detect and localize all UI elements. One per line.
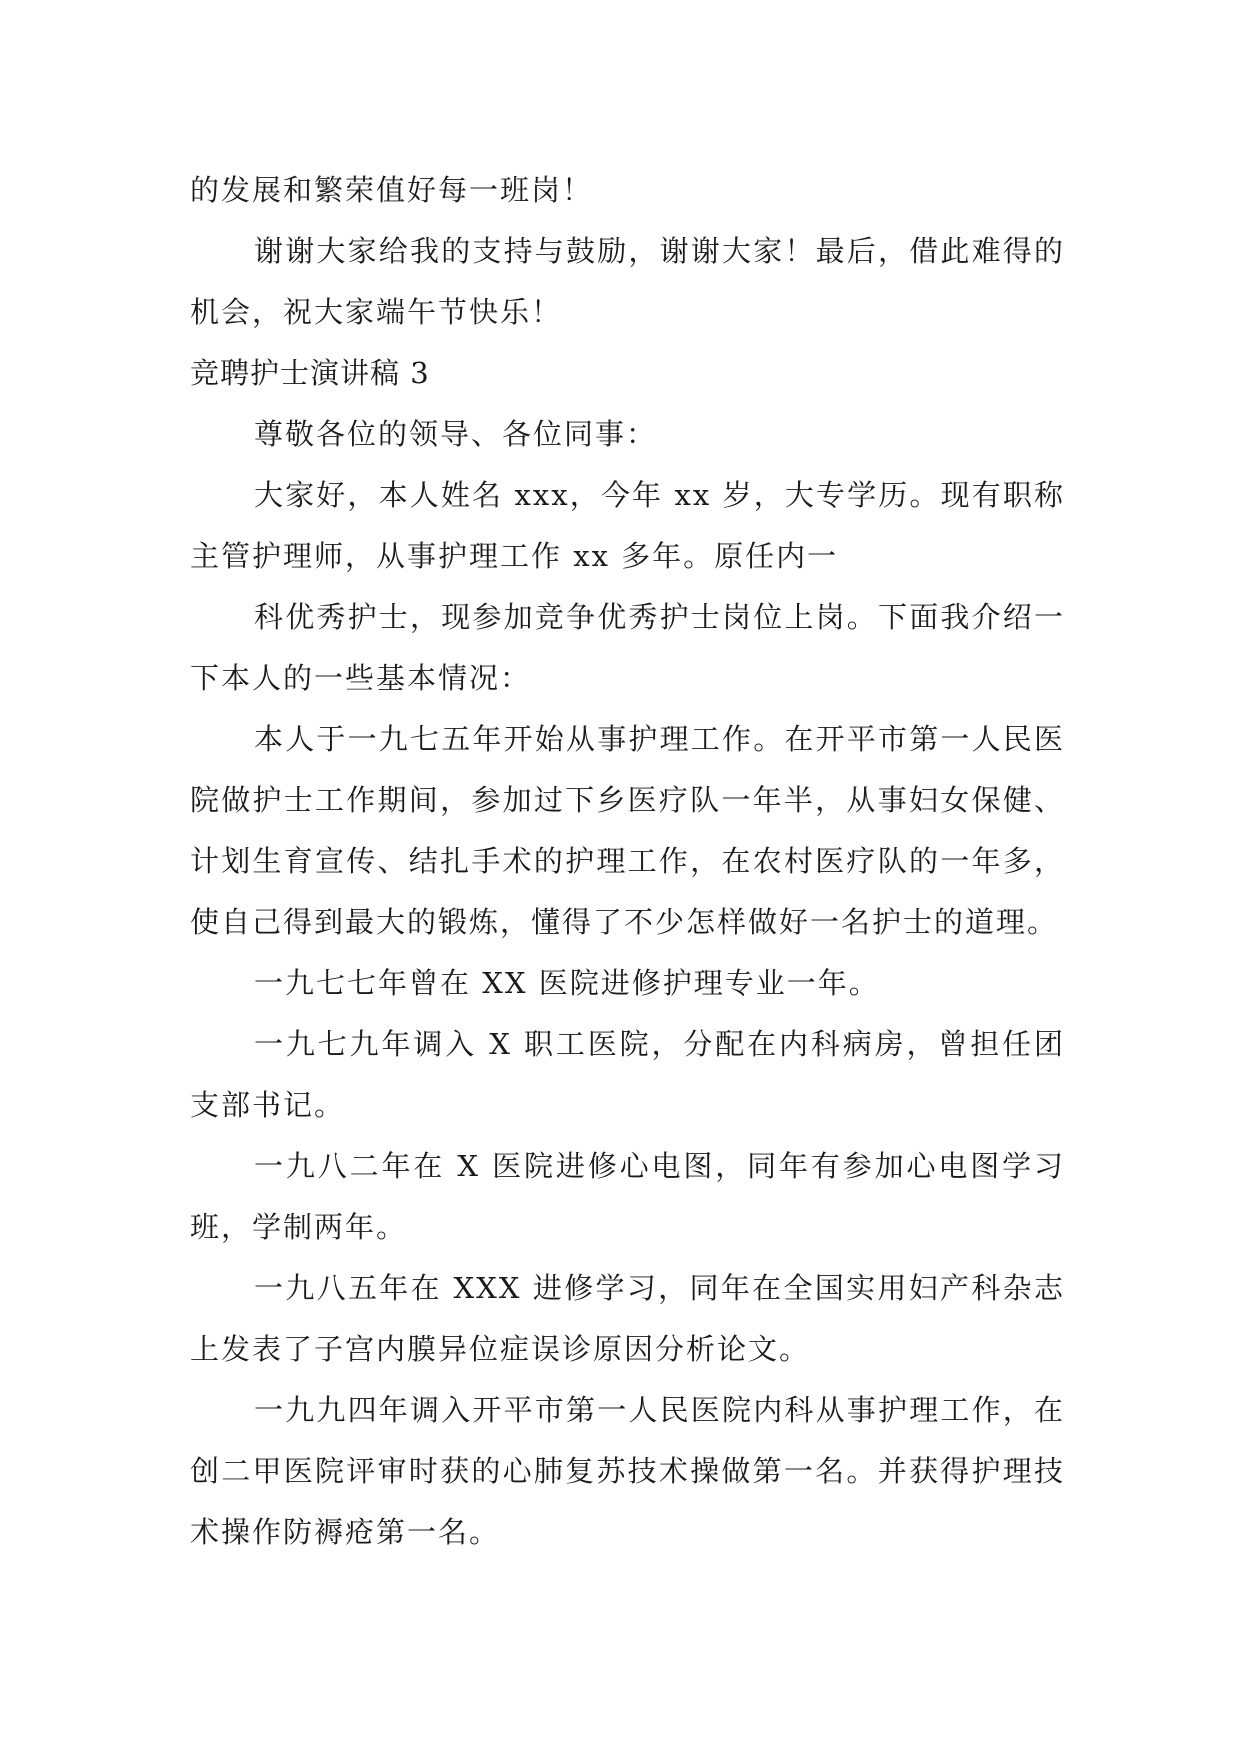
paragraph: 大家好，本人姓名 xxx，今年 xx 岁，大专学历。现有职称主管护理师，从事护理工作 xx 多年。原任内一 <box>190 478 1065 573</box>
paragraph: 本人于一九七五年开始从事护理工作。在开平市第一人民医院做护士工作期间，参加过下乡医疗队一年半，从事妇女保健、计划生育宣传、结扎手术的护理工作，在农村医疗队的一年多，使自己得到最大的锻炼，懂得了不少怎样做好一名护士的道理。 <box>190 722 1065 939</box>
paragraph: 一九八五年在 XXX 进修学习，同年在全国实用妇产科杂志上发表了子宫内膜异位症误诊原因分析论文。 <box>190 1271 1065 1366</box>
paragraph: 的发展和繁荣值好每一班岗！ <box>190 173 594 207</box>
document-body <box>190 160 1065 1563</box>
paragraph: 一九七九年调入 X 职工医院，分配在内科病房，曾担任团支部书记。 <box>190 1027 1065 1122</box>
paragraph: 谢谢大家给我的支持与鼓励，谢谢大家！最后，借此难得的机会，祝大家端午节快乐！ <box>190 234 1065 329</box>
section-heading: 竞聘护士演讲稿 3 <box>190 356 430 390</box>
paragraph: 一九七七年曾在 XX 医院进修护理专业一年。 <box>254 966 880 1000</box>
paragraph: 尊敬各位的领导、各位同事： <box>254 417 658 451</box>
paragraph: 科优秀护士，现参加竞争优秀护士岗位上岗。下面我介绍一下本人的一些基本情况： <box>190 600 1065 695</box>
paragraph: 一九九四年调入开平市第一人民医院内科从事护理工作，在创二甲医院评审时获的心肺复苏技术操做第一名。并获得护理技术操作防褥疮第一名。 <box>190 1393 1065 1549</box>
paragraph: 一九八二年在 X 医院进修心电图，同年有参加心电图学习班，学制两年。 <box>190 1149 1065 1244</box>
